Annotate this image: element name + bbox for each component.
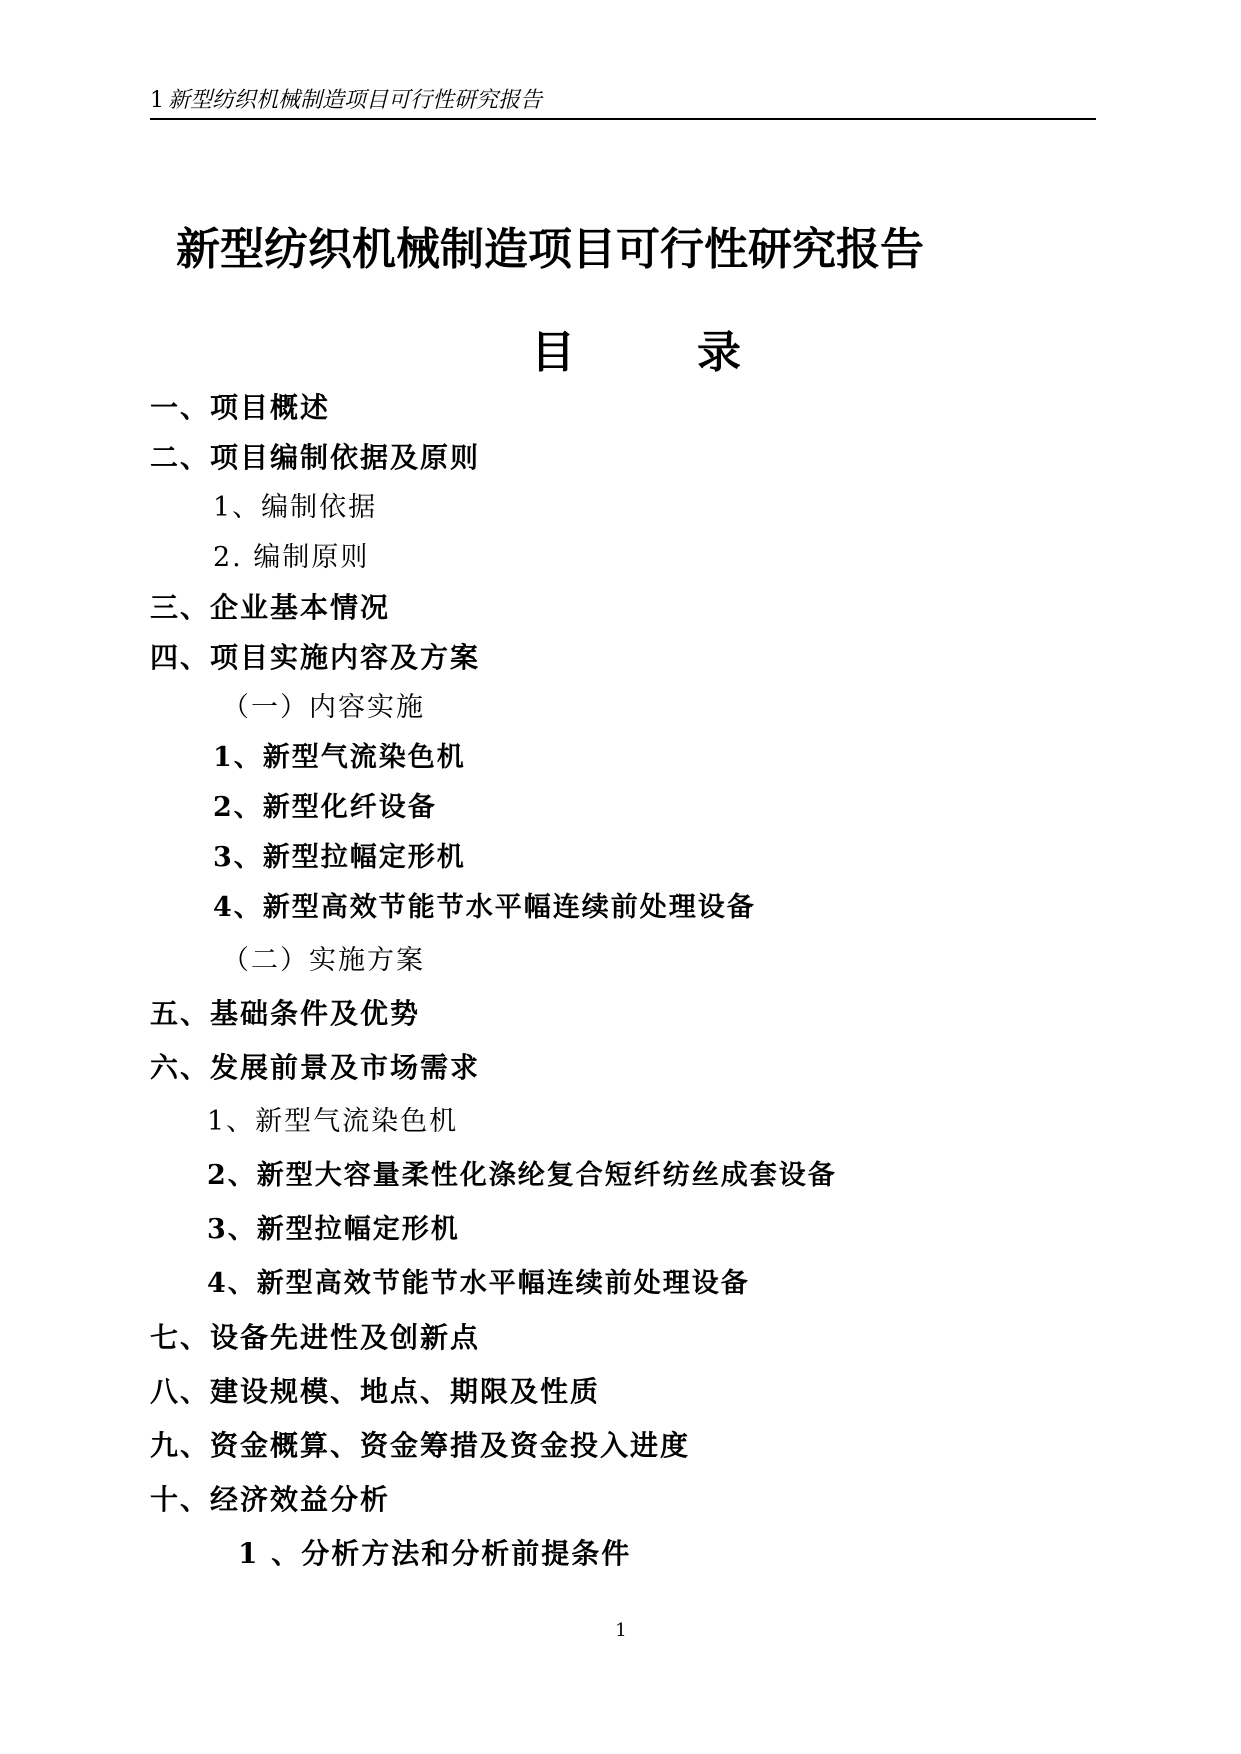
toc-subentry: 4、新型高效节能节水平幅连续前处理设备: [207, 1268, 750, 1299]
toc-subentry: （一）内容实施: [222, 692, 425, 723]
toc-entry-4: 四、项目实施内容及方案: [150, 641, 481, 674]
toc-subentry: 2、新型大容量柔性化涤纶复合短纤纺丝成套设备: [207, 1160, 837, 1191]
header-title: 新型纺织机械制造项目可行性研究报告: [168, 88, 543, 113]
toc-entry-1: 一、项目概述: [150, 391, 331, 424]
toc-entry-8: 八、建设规模、地点、期限及性质: [150, 1375, 601, 1408]
toc-subentry: 3、新型拉幅定形机: [213, 842, 466, 873]
toc-heading-char-2: 录: [697, 327, 741, 378]
toc-entry-6: 六、发展前景及市场需求: [150, 1051, 481, 1084]
page-number: 1: [615, 1620, 627, 1641]
toc-entry-5: 五、基础条件及优势: [150, 997, 421, 1030]
toc-entry-2: 二、项目编制依据及原则: [150, 441, 481, 474]
toc-subentry: （二）实施方案: [222, 945, 425, 976]
toc-entry-3: 三、企业基本情况: [150, 591, 391, 624]
toc-subentry: 4、新型高效节能节水平幅连续前处理设备: [213, 892, 756, 923]
toc-entry-7: 七、设备先进性及创新点: [150, 1321, 481, 1354]
running-header: [150, 88, 542, 114]
toc-heading-char-1: 目: [531, 327, 575, 378]
toc-subentry: 1、编制依据: [213, 492, 378, 523]
document-title: 新型纺织机械制造项目可行性研究报告: [176, 224, 924, 275]
toc-subentry: 3、新型拉幅定形机: [207, 1214, 460, 1245]
toc-subentry: 2、新型化纤设备: [213, 792, 437, 823]
toc-subentry: 1、新型气流染色机: [213, 742, 466, 773]
toc-subentry: 1 、分析方法和分析前提条件: [238, 1537, 632, 1570]
toc-entry-9: 九、资金概算、资金筹措及资金投入进度: [150, 1429, 691, 1462]
toc-entry-10: 十、经济效益分析: [150, 1483, 391, 1516]
header-rule: [150, 118, 1096, 120]
header-page-number: 1: [150, 88, 164, 113]
toc-subentry: 2. 编制原则: [213, 542, 370, 573]
toc-subentry: 1、新型气流染色机: [207, 1106, 459, 1137]
